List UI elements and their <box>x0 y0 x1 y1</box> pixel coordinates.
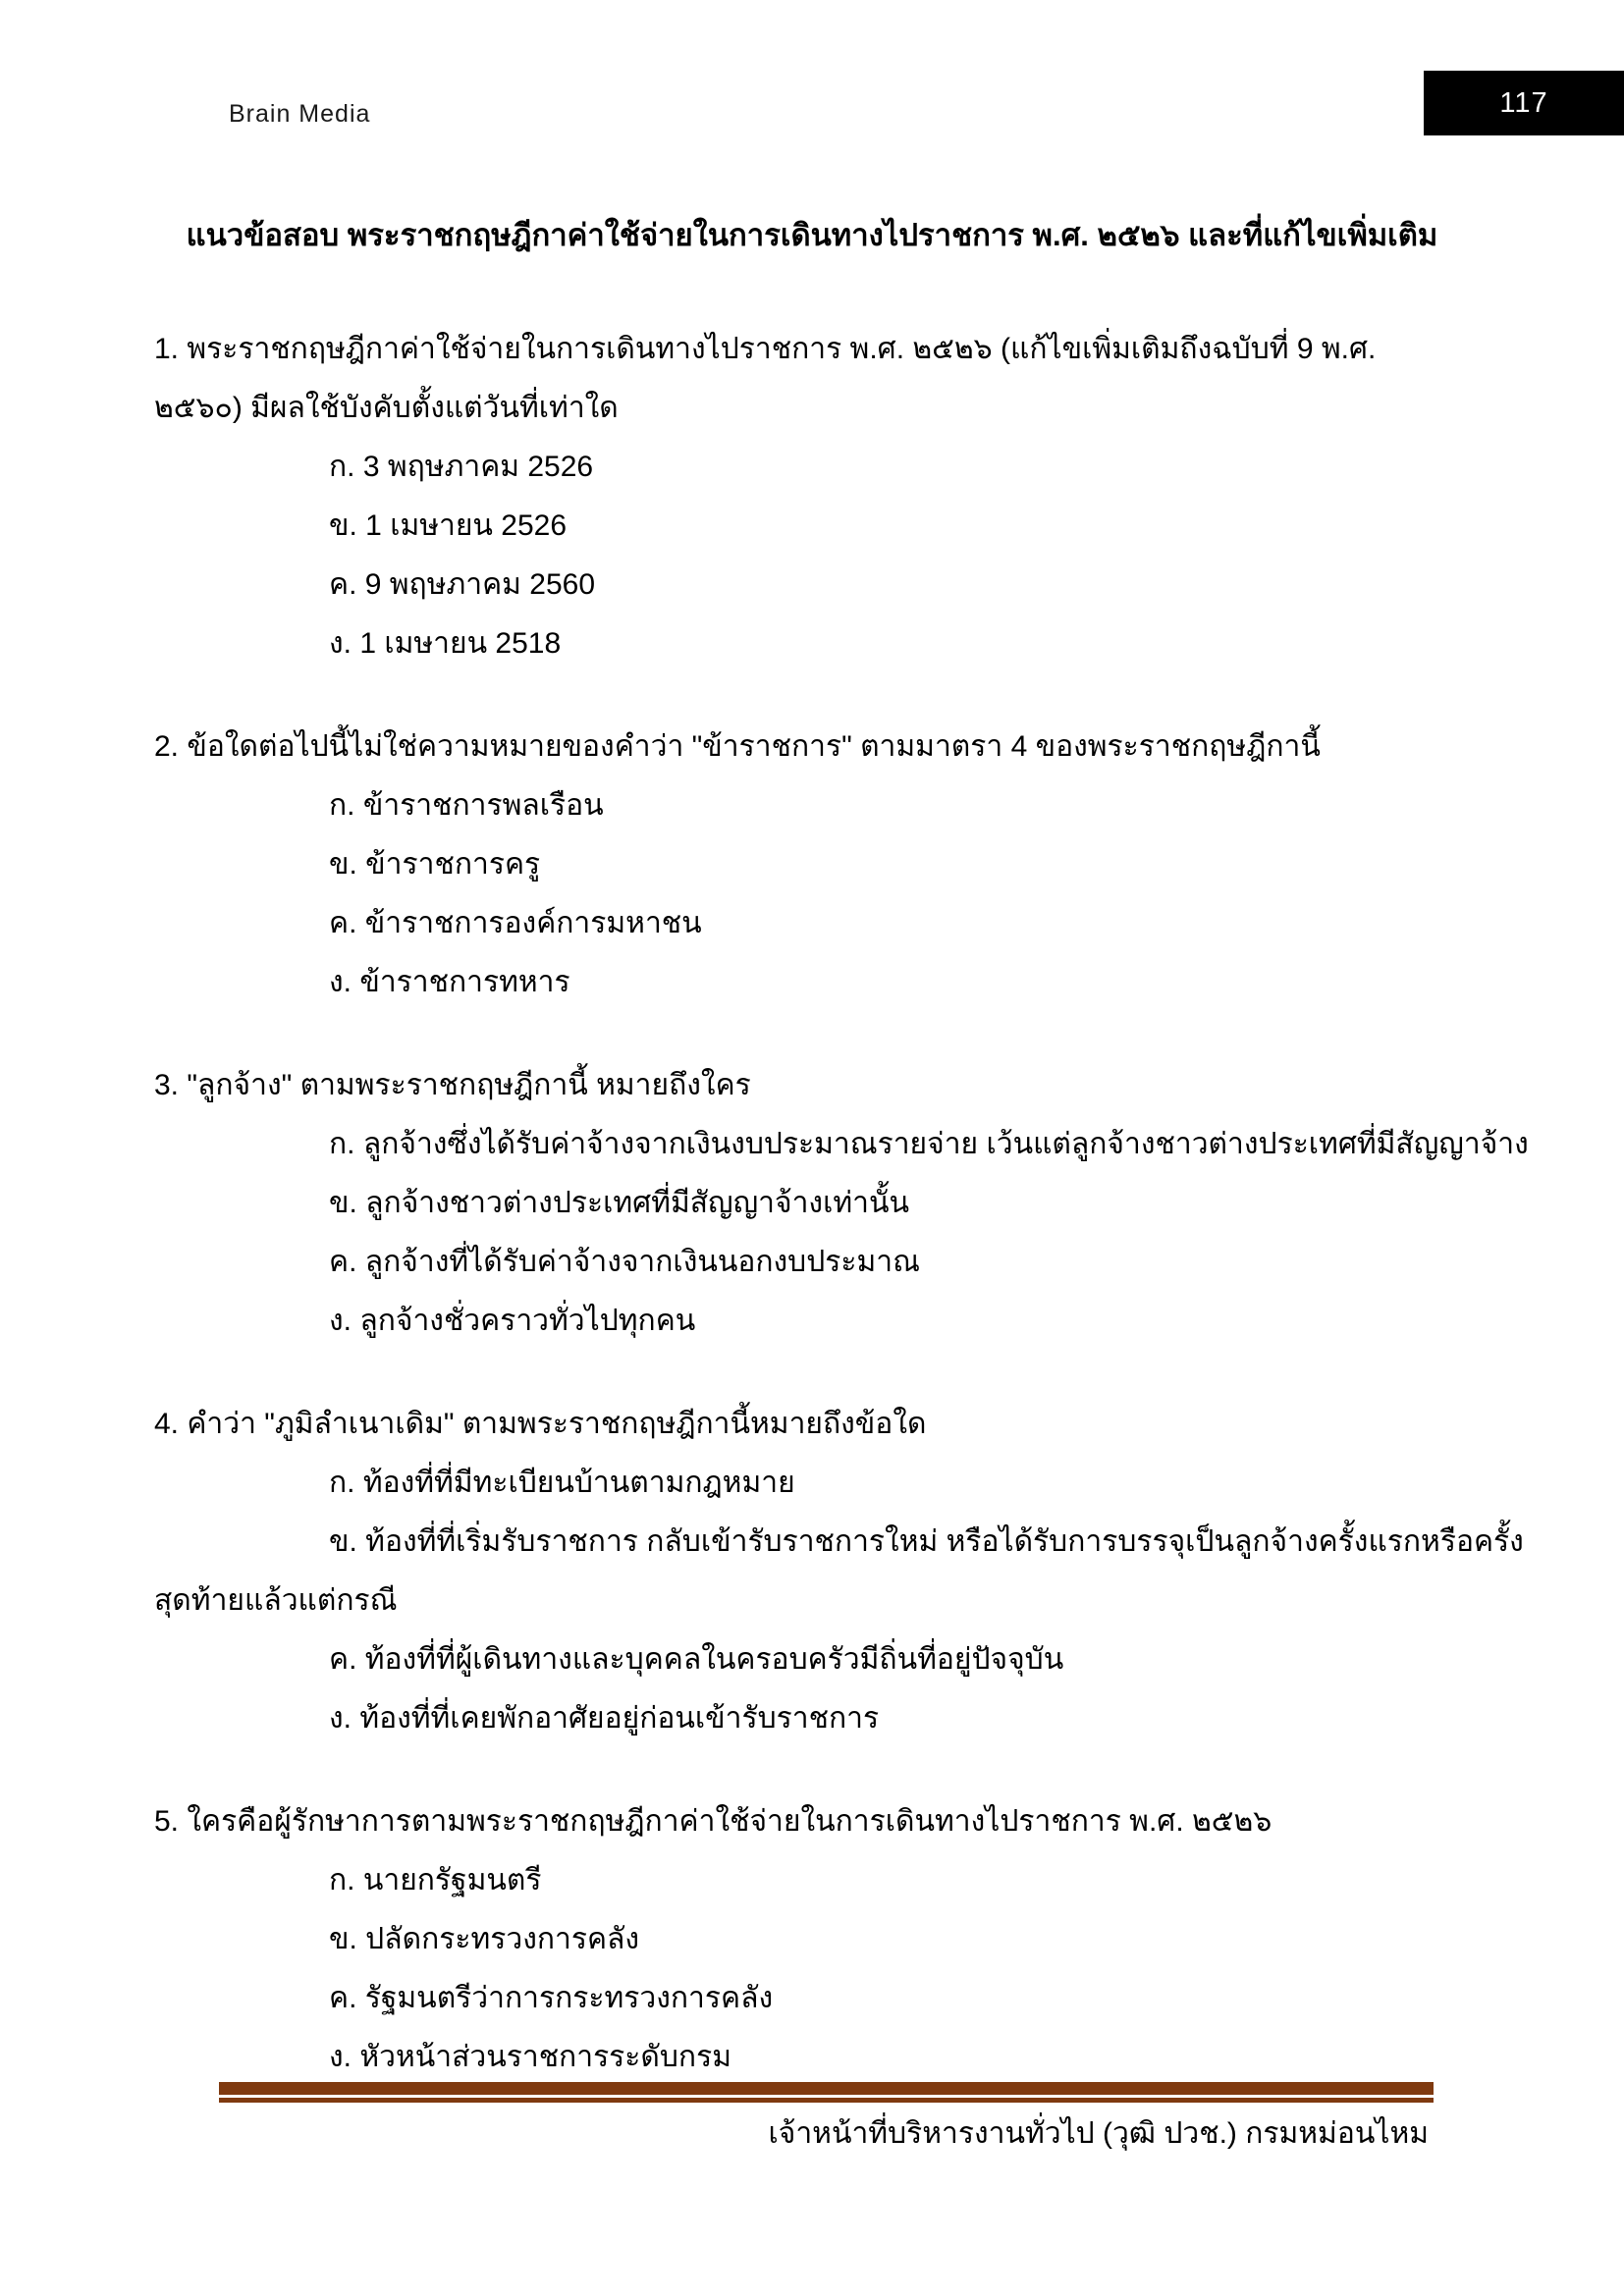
question-text-line: 2. ข้อใดต่อไปนี้ไม่ใช่ความหมายของคำว่า "ข้าราชการ" ตามมาตรา 4 ของพระราชกฤษฎีกานี้ <box>154 730 1321 763</box>
choice-line: ข. ข้าราชการครู <box>329 848 541 881</box>
choice-line: ง. ท้องที่ที่เคยพักอาศัยอยู่ก่อนเข้ารับราชการ <box>329 1702 880 1735</box>
question-text-line: 5. ใครคือผู้รักษาการตามพระราชกฤษฎีกาค่าใช้จ่ายในการเดินทางไปราชการ พ.ศ. ๒๕๒๖ <box>154 1805 1272 1838</box>
choice-line: ค. ลูกจ้างที่ได้รับค่าจ้างจากเงินนอกงบประมาณ <box>329 1246 920 1278</box>
choice-line: ง. หัวหน้าส่วนราชการระดับกรม <box>329 2041 731 2073</box>
questions-section <box>154 320 1595 2131</box>
question-block-5 <box>154 1792 1595 2087</box>
question-block-2 <box>154 718 1595 1012</box>
choice-line: ก. ท้องที่ที่มีทะเบียนบ้านตามกฎหมาย <box>329 1467 795 1499</box>
page-number: 117 <box>1499 86 1548 119</box>
choice-line: ข. ปลัดกระทรวงการคลัง <box>329 1923 640 1955</box>
choice-line: ง. ลูกจ้างชั่วคราวทั่วไปทุกคน <box>329 1305 696 1337</box>
footer-text: เจ้าหน้าที่บริหารงานทั่วไป (วุฒิ ปวช.) กรมหม่อนไหม <box>768 2117 1429 2150</box>
question-block-1 <box>154 320 1595 673</box>
choice-line: ข. 1 เมษายน 2526 <box>329 509 568 542</box>
choice-line: ก. นายกรัฐมนตรี <box>329 1864 542 1896</box>
choice-line: ค. ข้าราชการองค์การมหาชน <box>329 907 702 939</box>
page-title: แนวข้อสอบ พระราชกฤษฎีกาค่าใช้จ่ายในการเดินทางไปราชการ พ.ศ. ๒๕๒๖ และที่แก้ไขเพิ่มเติม <box>186 218 1438 252</box>
choice-line: ค. 9 พฤษภาคม 2560 <box>329 568 596 601</box>
question-text-line: 4. คำว่า "ภูมิลำเนาเดิม" ตามพระราชกฤษฎีกานี้หมายถึงข้อใด <box>154 1408 927 1440</box>
question-block-4 <box>154 1395 1595 1748</box>
choice-line: ก. ข้าราชการพลเรือน <box>329 789 604 822</box>
question-text-line: ๒๕๖๐) มีผลใช้บังคับตั้งแต่วันที่เท่าใด <box>154 392 619 424</box>
choice-line: สุดท้ายแล้วแต่กรณี <box>154 1584 398 1617</box>
page-number-badge <box>1424 71 1624 135</box>
question-text-line: 3. "ลูกจ้าง" ตามพระราชกฤษฎีกานี้ หมายถึงใคร <box>154 1069 751 1101</box>
footer-divider <box>219 2082 1434 2103</box>
choice-line: ก. 3 พฤษภาคม 2526 <box>329 451 594 483</box>
choice-line: ข. ท้องที่ที่เริ่มรับราชการ กลับเข้ารับราชการใหม่ หรือได้รับการบรรจุเป็นลูกจ้างครั้งแรกหรือครั้ง <box>329 1525 1524 1558</box>
choice-line: ง. 1 เมษายน 2518 <box>329 627 562 660</box>
brand-text: Brain Media <box>229 100 371 128</box>
choice-line: ข. ลูกจ้างชาวต่างประเทศที่มีสัญญาจ้างเท่านั้น <box>329 1187 909 1219</box>
choice-line: ก. ลูกจ้างซึ่งได้รับค่าจ้างจากเงินงบประมาณรายจ่าย เว้นแต่ลูกจ้างชาวต่างประเทศที่มีสัญญาจ้าง <box>329 1128 1529 1160</box>
choice-line: ค. ท้องที่ที่ผู้เดินทางและบุคคลในครอบครัวมีถิ่นที่อยู่ปัจจุบัน <box>329 1643 1064 1676</box>
choice-line: ง. ข้าราชการทหาร <box>329 966 570 998</box>
choice-line: ค. รัฐมนตรีว่าการกระทรวงการคลัง <box>329 1982 774 2014</box>
question-block-3 <box>154 1056 1595 1351</box>
question-text-line: 1. พระราชกฤษฎีกาค่าใช้จ่ายในการเดินทางไปราชการ พ.ศ. ๒๕๒๖ (แก้ไขเพิ่มเติมถึงฉบับที่ 9 พ.ศ. <box>154 333 1377 365</box>
